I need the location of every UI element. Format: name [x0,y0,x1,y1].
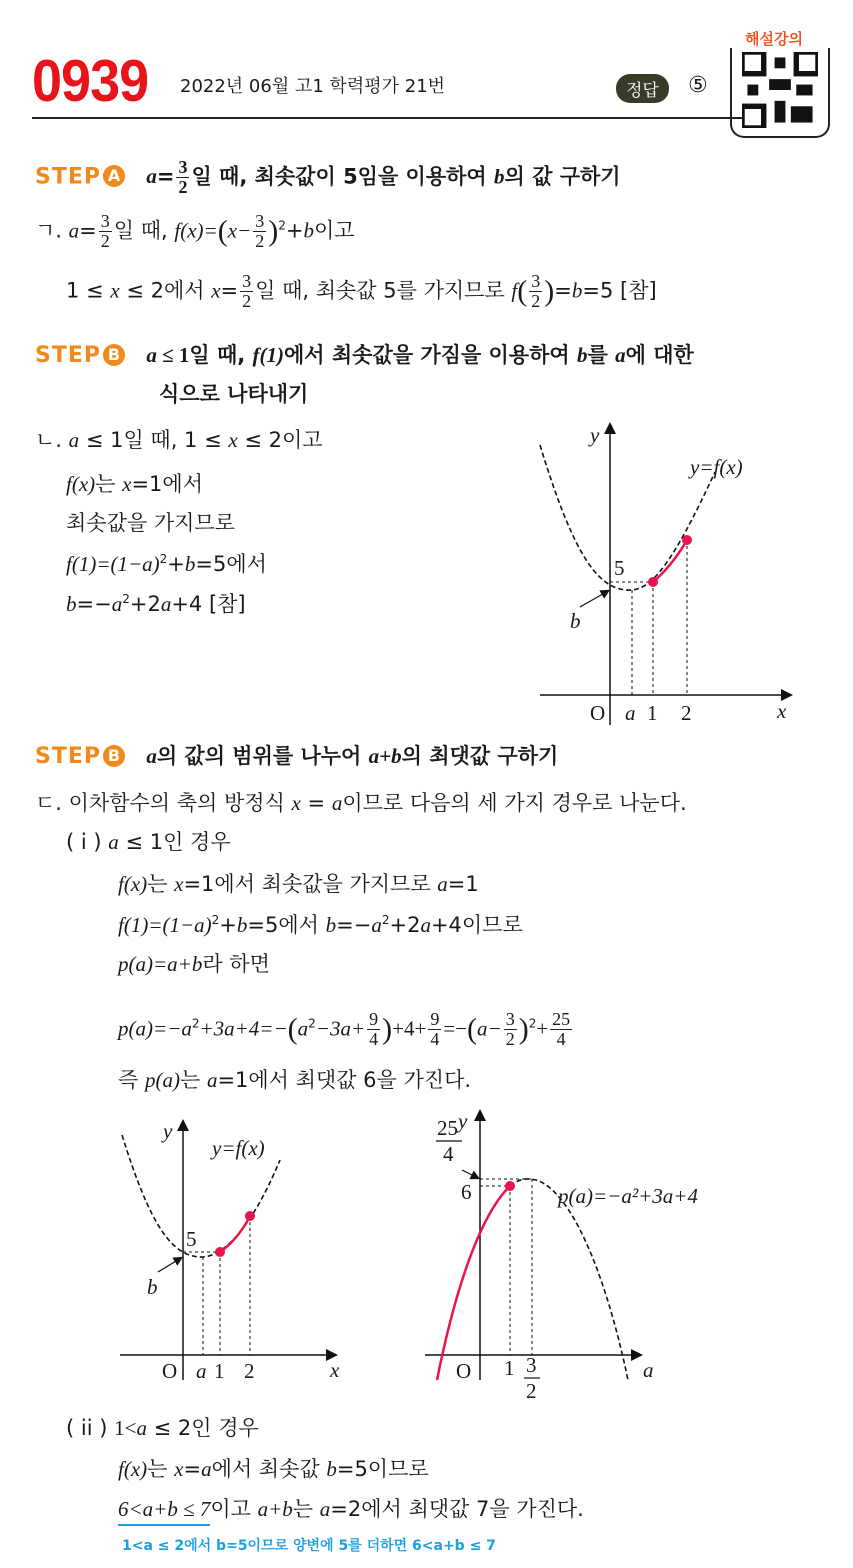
tick-3-2-denominator: 2 [526,1379,537,1403]
underlined-inequality: 6<a+b ≤ 7 [118,1497,210,1526]
var: a [108,830,119,854]
var: b [184,552,196,576]
text: 이고 [210,1497,258,1521]
label-6: 6 [461,1180,472,1204]
text: 의 최댓값 구하기 [401,744,559,768]
text: = [554,278,572,303]
fraction: $\frac{25}{4}$ [552,1009,571,1049]
var: a [420,913,431,937]
expr: f(x)= [174,218,218,243]
text: 일 때, 최솟값이 5임을 이용하여 [191,164,495,189]
fraction: $\frac{3}{2}$ [178,157,188,197]
tick-a: a [625,701,636,725]
label-5: 5 [614,556,625,580]
case-2-note: 1<a ≤ 2에서 b=5이므로 양변에 5를 더하면 6<a+b ≤ 7 [122,1538,496,1554]
text: =1에서 최댓값 6을 가진다. [217,1068,472,1092]
var: a [206,1068,218,1092]
text: 일 때, [189,343,253,367]
text: ≤ 2에서 [119,278,212,303]
text: =5에서 [247,913,326,937]
y-label: y [458,1109,468,1133]
expr: p(a) [144,1068,180,1092]
y-label: y [590,423,600,447]
tick-1: 1 [504,1356,515,1380]
curve-label: y=f(x) [212,1136,265,1160]
expr: f(x) [118,872,148,896]
tick-1: 1 [647,701,658,725]
point-max [505,1181,515,1191]
var: x [211,278,221,303]
graph-f-x-2 [120,1119,340,1383]
var: b [571,278,583,303]
answer-value: ⑤ [688,73,708,98]
expr: f(1)=(1−a) [66,552,160,576]
var: b [66,592,77,616]
text: = [220,278,239,303]
var: a [146,164,157,189]
text: +2 [389,913,421,937]
var: a [68,428,80,452]
text: 의 값의 범위를 나누어 [156,744,369,768]
case-2-heading [66,1418,259,1439]
curve-label: y=f(x) [690,455,743,479]
text: =5 [참] [582,278,657,303]
expr: f(x) [66,472,96,496]
answer-badge: 정답 [616,74,669,103]
text: 는 [147,872,175,896]
text: =2에서 최댓값 7을 가진다. [330,1497,584,1521]
expr: p(a)=−a [118,1016,192,1041]
text: + [219,913,237,937]
var: a [371,913,382,937]
step-label: STEP [35,164,102,190]
text: 일 때, 최솟값 5를 가지므로 [255,278,512,303]
fraction: $\frac{3}{2}$ [255,211,265,251]
item-mark: ㄴ. [35,428,62,452]
var: x [174,1457,184,1481]
var: a [201,1457,212,1481]
exponent: 2 [528,1016,537,1031]
var: b [576,343,588,367]
tick-a: a [196,1359,207,1383]
text: +4 [참] [171,592,246,616]
origin-label: O [456,1359,472,1383]
label-b: b [570,609,581,633]
text: + [167,552,185,576]
var: a [437,872,448,896]
fraction: $\frac{9}{4}$ [430,1009,440,1049]
text: ≤ 2인 경우 [146,1416,259,1440]
parabola-dashed [510,1179,628,1380]
step-label: STEP [35,343,102,368]
text: + [285,218,304,243]
origin-label: O [162,1359,178,1383]
expr: a+b [257,1497,293,1521]
expr: + [536,1016,549,1041]
text: =− [336,913,372,937]
case-mark: ( i ) [66,830,102,854]
parabola-segment [437,1186,510,1380]
text: = [183,1457,202,1481]
exponent: 2 [191,1016,200,1031]
var: b [303,218,314,243]
label-5: 5 [186,1227,197,1251]
exponent: 2 [278,218,286,233]
text: 에 대한 [625,343,694,367]
var: a [68,218,80,243]
paren: ) [518,1012,529,1046]
expr: f(x) [118,1457,148,1481]
var: b [236,913,248,937]
fraction: $\frac{3}{2}$ [242,271,252,311]
text: =− [76,592,112,616]
var: a [160,592,172,616]
text: 라 하면 [202,952,270,976]
problem-source: 2022년 06월 고1 학력평가 21번 [180,76,446,97]
paren: ( [467,1012,478,1046]
var: x [122,472,132,496]
var: a [146,744,157,768]
var: a [615,343,626,367]
exponent: 2 [381,913,390,927]
text: 1< [114,1416,137,1440]
text: =5에서 [195,552,267,576]
var: x [228,428,238,452]
curve-label: p(a)=−a²+3a+4 [558,1184,698,1208]
tick-1: 1 [214,1359,225,1383]
text: 의 값 구하기 [504,164,621,189]
tick-3-2-numerator: 3 [526,1353,537,1377]
step-b-heading-line2: 식으로 나타내기 [159,382,309,406]
exponent: 2 [122,592,130,606]
arrow-25-4 [462,1170,478,1178]
text: =5이므로 [336,1457,429,1481]
case-2-line1 [118,1459,429,1480]
problem-number: 0939 [32,47,149,114]
text: = [156,164,175,189]
statement-nieun-line3: 최솟값을 가지므로 [66,511,235,535]
text: = [79,218,97,243]
var: a [297,1016,309,1041]
var: a [136,1416,147,1440]
label-25-4-denominator: 4 [443,1142,454,1166]
text: 이차함수의 축의 방정식 [68,791,292,815]
item-mark: ㄷ. [35,791,62,815]
text: 에서 최솟값을 가짐을 이용하여 [284,343,577,367]
var: b [326,1457,337,1481]
x-label: x [777,699,787,723]
var: b [494,164,505,189]
expr: p(a)=a+b [118,952,203,976]
var: a [331,791,343,815]
var: a [319,1497,331,1521]
var: x [110,278,120,303]
x-label: a [643,1358,654,1382]
paren: ) [382,1012,393,1046]
exponent: 2 [211,913,220,927]
point-min [215,1247,225,1257]
text: 는 [95,472,123,496]
text: ≤ 1인 경우 [118,830,231,854]
fraction: $\frac{3}{2}$ [531,271,541,311]
fraction: $\frac{3}{2}$ [505,1009,515,1049]
expr: −3a+ [315,1016,366,1041]
step-letter-icon: A [103,165,125,187]
expr: a+b [368,744,402,768]
lecture-label: 해설강의 [745,30,803,48]
text: 를 [587,343,616,367]
point-max [245,1211,255,1221]
text: =1에서 [131,472,203,496]
text: 에서 최솟값 [211,1457,327,1481]
y-label: y [163,1119,173,1143]
text: ≤ 1 [156,343,190,367]
paren: ( [287,1012,298,1046]
expr: +4+ [392,1016,427,1041]
expr: x− [227,218,252,243]
expr: =− [443,1016,468,1041]
expr: +3a+4=− [199,1016,288,1041]
step-letter-icon: B [103,344,125,366]
text: ≤ 1일 때, 1 ≤ [79,428,229,452]
tick-2: 2 [244,1359,255,1383]
origin-label: O [590,701,606,725]
text: 1 ≤ [66,278,111,303]
fraction: $\frac{9}{4}$ [369,1009,379,1049]
text: +4이므로 [430,913,523,937]
expr: a− [477,1016,502,1041]
case-2-line2 [118,1499,584,1520]
label-b: b [147,1275,158,1299]
text: = [300,791,332,815]
graph-p-a [425,1109,698,1403]
text: 이고 [313,218,355,243]
label-25-4-numerator: 25 [437,1116,458,1140]
text: 일 때, [113,218,175,243]
fraction: $\frac{3}{2}$ [100,211,110,251]
paren: ( [217,214,228,248]
case-mark: ( ii ) [66,1416,108,1440]
text: =1에서 최솟값을 가지므로 [183,872,438,896]
var: x [174,872,184,896]
var: x [291,791,301,815]
text: 는 [147,1457,175,1481]
text: 는 [292,1497,320,1521]
x-label: x [330,1358,340,1382]
text: 즉 [118,1068,145,1092]
var: a [111,592,123,616]
step-label: STEP [35,744,102,769]
paren: ( [517,274,528,308]
b-arrow [158,1258,181,1272]
var: a [146,343,157,367]
paren: ) [544,274,555,308]
text: 이므로 다음의 세 가지 경우로 나눈다. [342,791,687,815]
var: b [325,913,337,937]
step-letter-icon: B [103,745,125,767]
paren: ) [268,214,279,248]
item-mark: ㄱ. [35,218,62,243]
exponent: 2 [159,552,168,566]
var: f [511,278,518,303]
text: +2 [129,592,161,616]
exponent: 2 [308,1016,316,1031]
expr: f(1)=(1−a) [118,913,212,937]
text: 는 [179,1068,207,1092]
text: =1 [447,872,479,896]
expr: f(1) [252,343,285,367]
text: ≤ 2이고 [237,428,323,452]
tick-2: 2 [681,701,692,725]
